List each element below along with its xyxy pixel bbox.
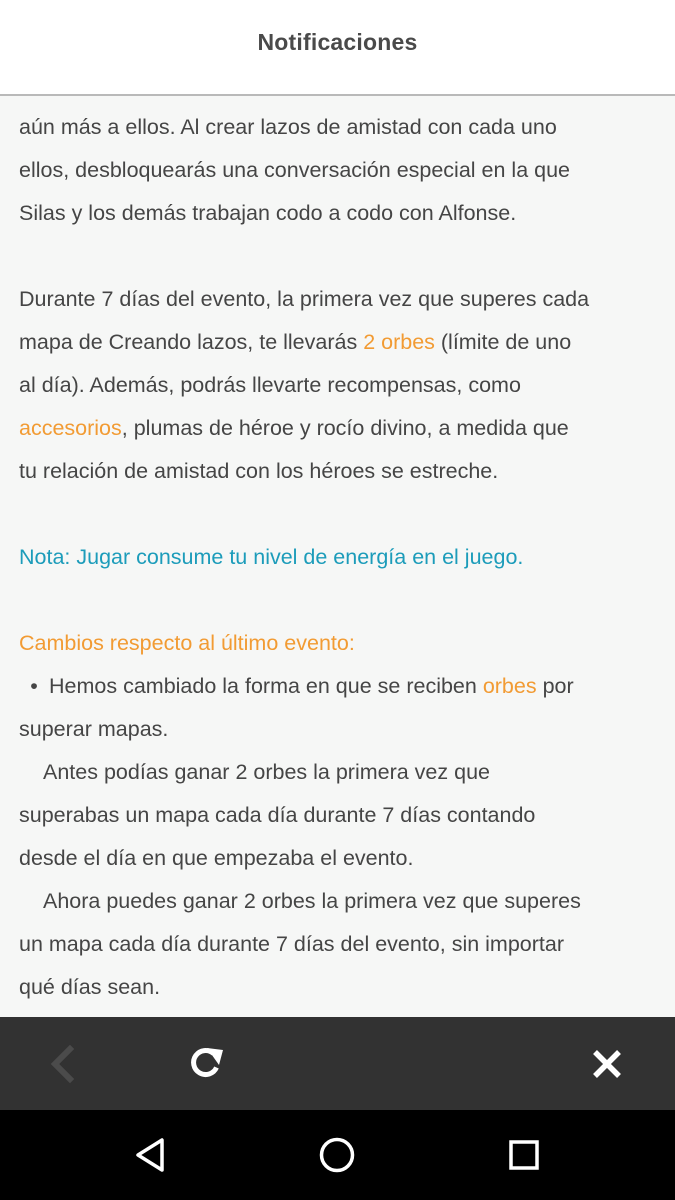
text-span: Hemos cambiado la forma en que se reciben [49,674,483,698]
bullet-item [19,665,655,708]
text-line: tu relación de amistad con los héroes se estreche. [19,459,499,483]
text-line: Durante 7 días del evento, la primera vez que superes cada [19,287,590,311]
bullet-icon: • [30,674,38,698]
square-recents-icon [503,1134,545,1176]
text-line: al día). Además, podrás llevarte recompensas, como [19,373,521,397]
chevron-left-icon [40,1041,86,1087]
text-line: aún más a ellos. Al crear lazos de amistad con cada uno [19,115,557,139]
text-line: desde el día en que empezaba el evento. [19,846,414,870]
text-line: Silas y los demás trabajan codo a codo con Alfonse. [19,201,517,225]
text-line: qué días sean. [19,975,161,999]
text-span: por [536,674,574,698]
text-span: Ahora puedes ganar 2 orbes la primera vez que superes [43,889,581,913]
reload-icon [183,1041,229,1087]
notification-content[interactable] [0,96,675,1017]
accessories-link[interactable]: accesorios [19,416,122,440]
browser-toolbar [0,1017,675,1110]
text-span: mapa de Creando lazos, te llevarás [19,330,364,354]
paragraph-gap [19,235,655,278]
notification-text [19,63,655,1009]
text-line [19,321,655,364]
close-icon [584,1041,630,1087]
text-line [19,407,655,450]
system-navigation-bar [0,1110,675,1200]
system-back-button[interactable] [130,1134,172,1176]
header-bar [0,0,675,96]
system-home-button[interactable] [316,1134,358,1176]
energy-note: Nota: Jugar consume tu nivel de energía en el juego. [19,545,524,569]
text-line: superabas un mapa cada día durante 7 días contando [19,803,536,827]
orbs-link-2[interactable]: orbes [482,674,537,698]
paragraph-gap [19,493,655,536]
text-line: ellos, desbloquearás una conversación especial en la que [19,158,571,182]
text-line: superar mapas. [19,717,169,741]
text-span: (límite de uno [434,330,572,354]
text-span: , plumas de héroe y rocío divino, a medida que [121,416,569,440]
circle-home-icon [316,1134,358,1176]
changes-heading: Cambios respecto al último evento: [19,631,355,655]
system-recents-button[interactable] [503,1134,545,1176]
text-line [19,751,655,794]
page-title: Notificaciones [257,28,418,55]
back-button[interactable] [40,1041,86,1087]
text-span: Antes podías ganar 2 orbes la primera vez que [43,760,490,784]
reload-button[interactable] [183,1041,229,1087]
orbs-link[interactable]: 2 orbes [363,330,435,354]
text-line [19,880,655,923]
close-button[interactable] [584,1041,630,1087]
paragraph-gap [19,579,655,622]
text-line: un mapa cada día durante 7 días del evento, sin importar [19,932,565,956]
triangle-back-icon [130,1134,172,1176]
